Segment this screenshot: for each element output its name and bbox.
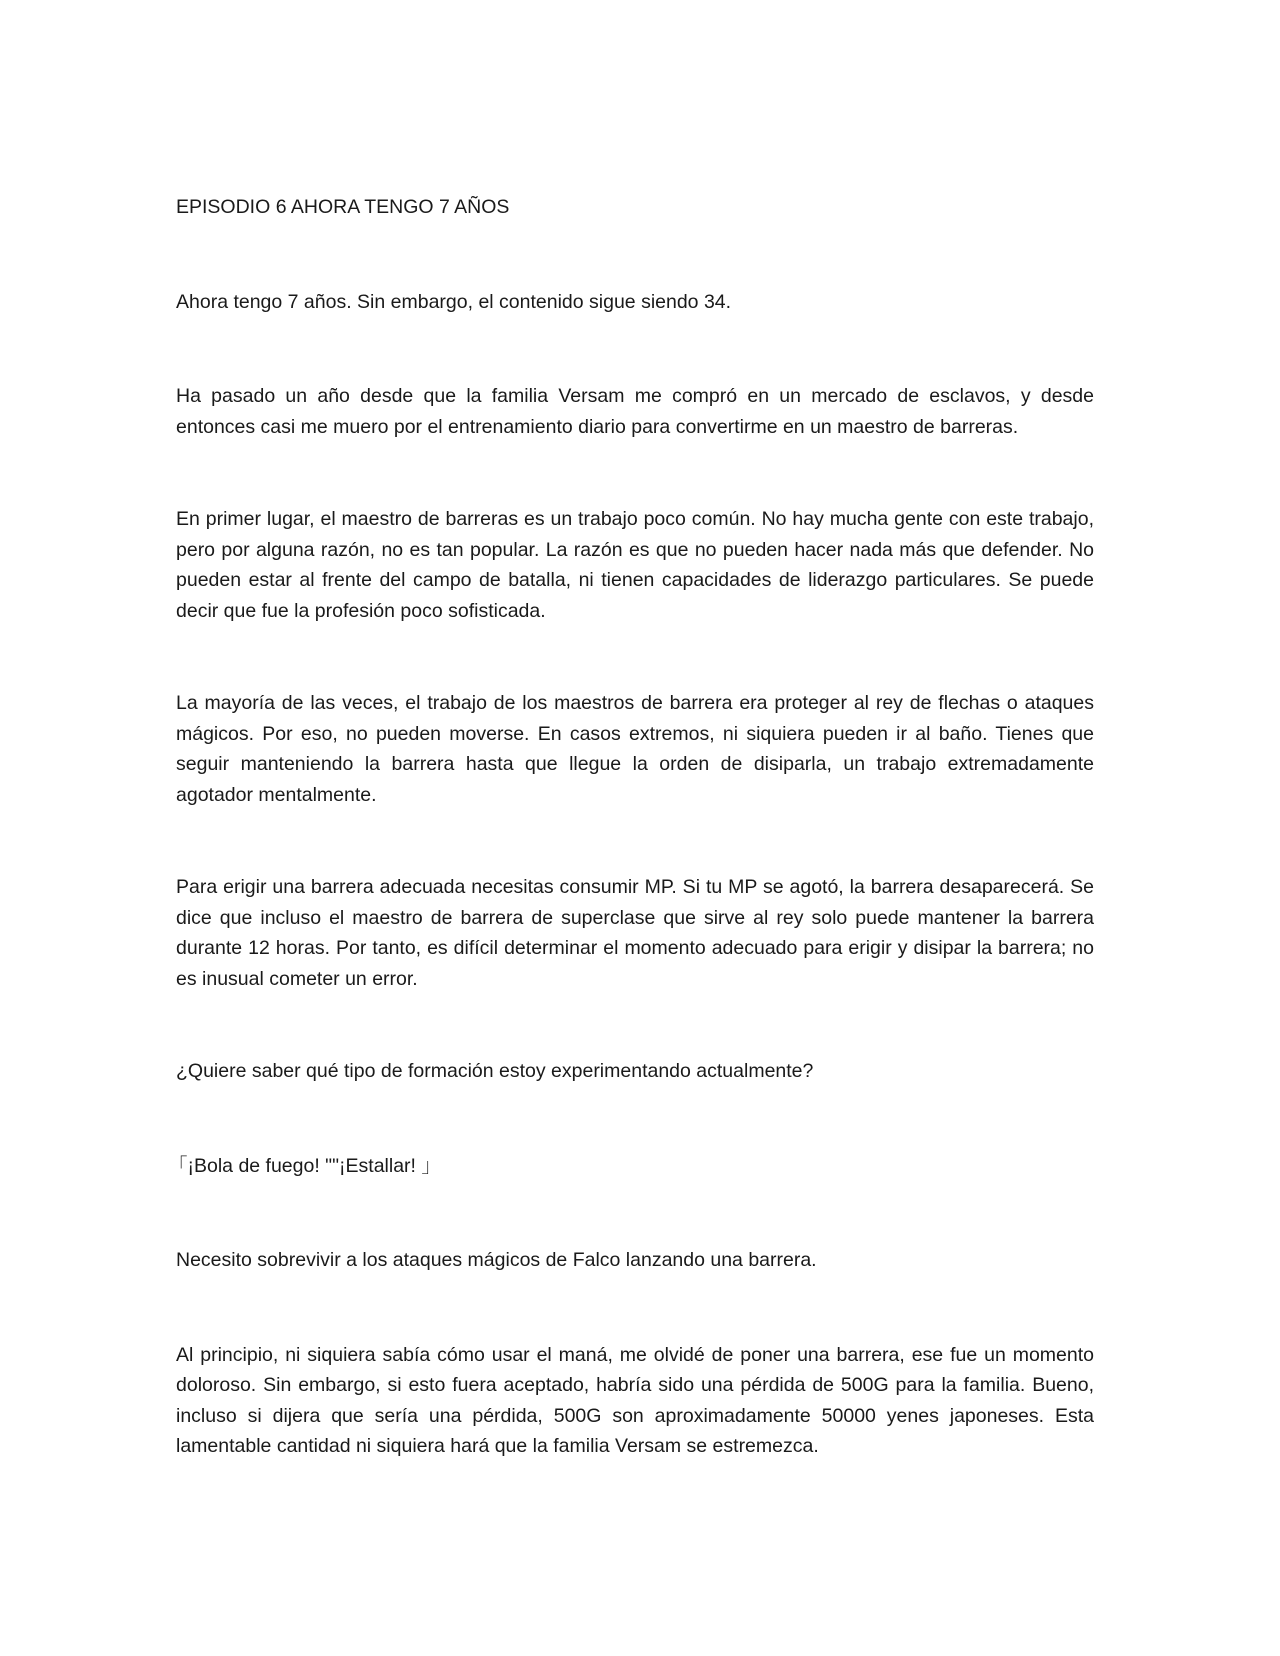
paragraph: La mayoría de las veces, el trabajo de los maestros de barrera era proteger al rey de flechas o ataques mágicos. Por eso, no pueden moverse. En casos extremos, ni siquiera pueden ir al baño. Tienes que seguir manteniendo la barrera hasta que llegue la orden de disiparla, un trabajo extremadamente agotador mentalmente.: [176, 692, 1094, 806]
paragraph: Ha pasado un año desde que la familia Versam me compró en un mercado de esclavos, y desde entonces casi me muero por el entrenamiento diario para convertirme en un maestro de barreras.: [176, 385, 1094, 438]
episode-title: EPISODIO 6 AHORA TENGO 7 AÑOS: [176, 196, 510, 218]
paragraph: Ahora tengo 7 años. Sin embargo, el contenido sigue siendo 34.: [176, 290, 732, 313]
dialogue-quote: 「¡Bola de fuego! ""¡Estallar! 」: [168, 1154, 441, 1177]
paragraph: ¿Quiere saber qué tipo de formación estoy experimentando actualmente?: [176, 1060, 814, 1082]
paragraph: Necesito sobrevivir a los ataques mágicos de Falco lanzando una barrera.: [176, 1249, 817, 1271]
paragraph: Para erigir una barrera adecuada necesitas consumir MP. Si tu MP se agotó, la barrera desaparecerá. Se dice que incluso el maestro de barrera de superclase que sirve al rey solo puede mantener la barrera durante 12 horas. Por tanto, es difícil determinar el momento adecuado para erigir y disipar la barrera; no es inusual cometer un error.: [176, 876, 1094, 990]
document-body: [168, 192, 1094, 1462]
paragraph: Al principio, ni siquiera sabía cómo usar el maná, me olvidé de poner una barrera, ese fue un momento doloroso. Sin embargo, si esto fuera aceptado, habría sido una pérdida de 500G para la familia. Bueno, incluso si dijera que sería una pérdida, 500G son aproximadamente 50000 yenes japoneses. Esta lamentable cantidad ni siquiera hará que la familia Versam se estremezca.: [176, 1343, 1094, 1457]
paragraph: En primer lugar, el maestro de barreras es un trabajo poco común. No hay mucha gente con este trabajo, pero por alguna razón, no es tan popular. La razón es que no pueden hacer nada más que defender. No pueden estar al frente del campo de batalla, ni tienen capacidades de liderazgo particulares. Se puede decir que fue la profesión poco sofisticada.: [176, 508, 1094, 622]
